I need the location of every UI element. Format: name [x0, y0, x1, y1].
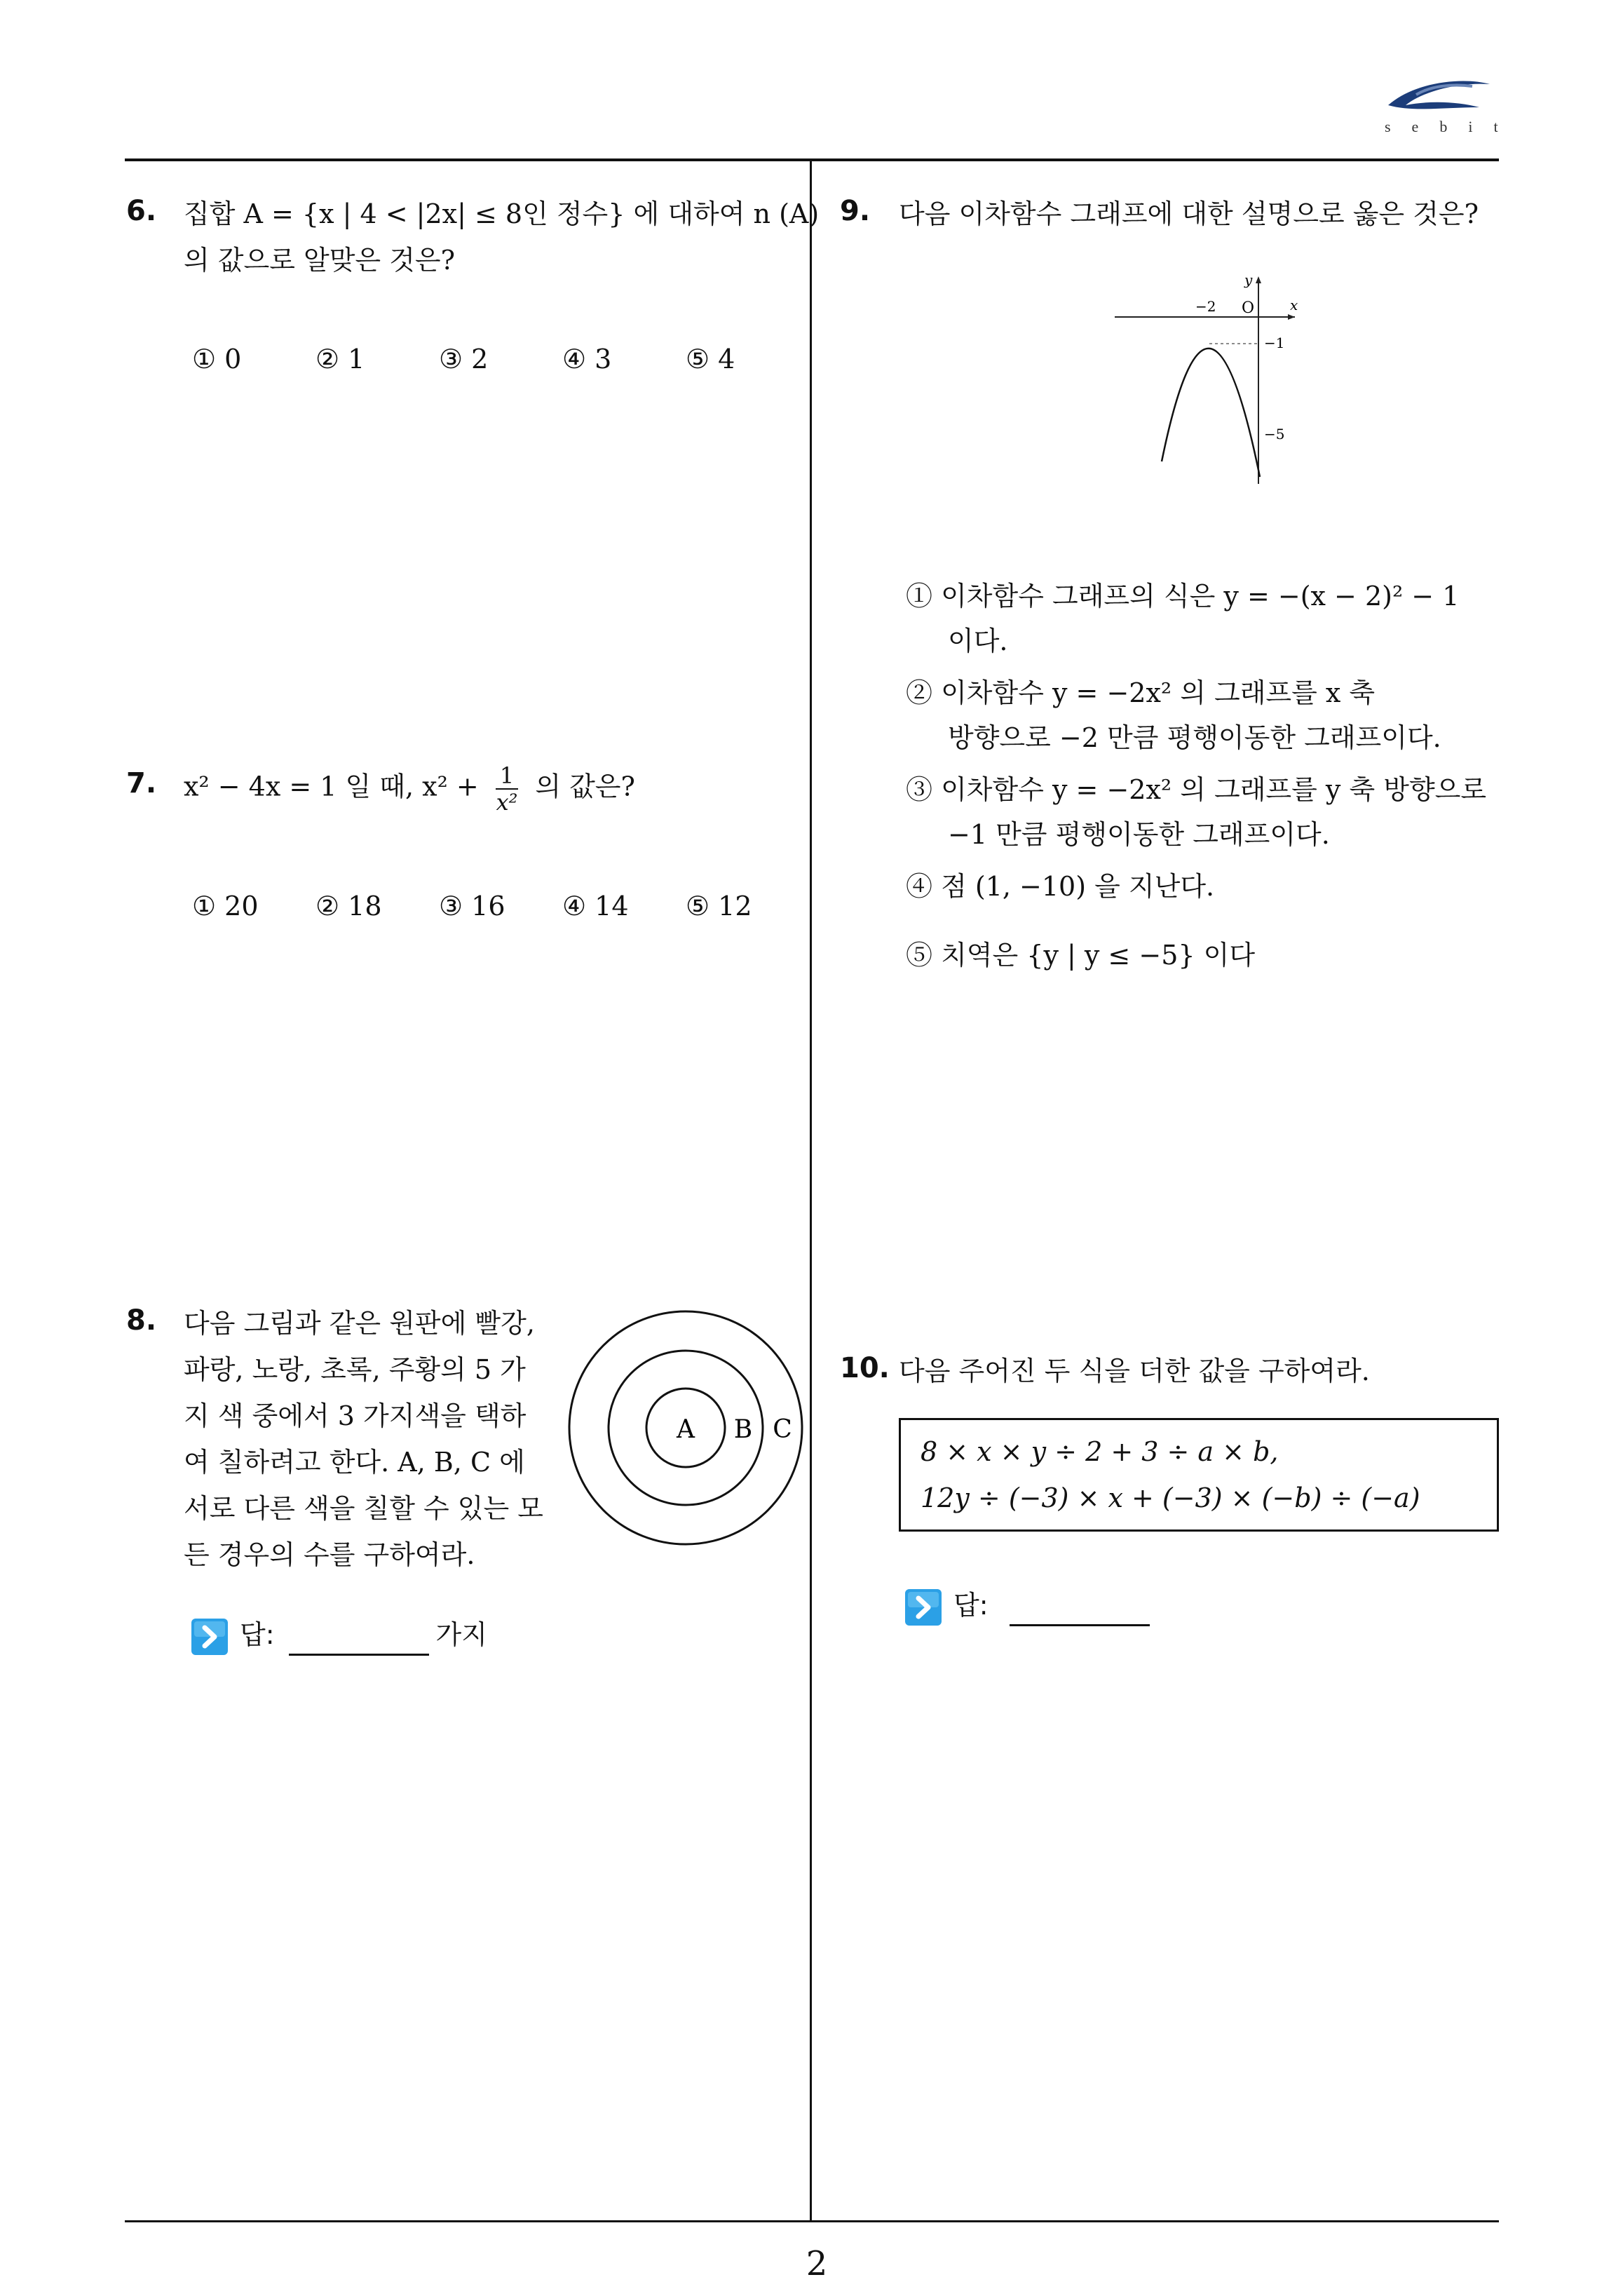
q8-answer-unit: 가지 [435, 1619, 487, 1650]
q9-axis-x-label: x [1290, 297, 1298, 313]
q8-answer-blank[interactable] [289, 1623, 429, 1656]
q7-frac-num: 1 [496, 763, 518, 790]
q10-expression-1: 8 × x × y ÷ 2 + 3 ÷ a × b, [921, 1436, 1279, 1467]
q10-answer-label: 답: [953, 1590, 989, 1621]
q9-x-mark: −2 [1195, 298, 1216, 315]
footer-rule [125, 2220, 1499, 2222]
q8-region-b: B [733, 1415, 753, 1444]
q6-choice-3[interactable]: ③ 2 [439, 344, 489, 374]
q9-number: 9. [840, 195, 871, 227]
q8-region-c: C [773, 1415, 792, 1444]
q7-choice-1[interactable]: ① 20 [192, 891, 259, 921]
q8-disk-figure [565, 1307, 810, 1553]
q7-stem [184, 763, 635, 815]
q9-axis-y-label: y [1244, 274, 1253, 288]
q9-option-2-line1[interactable]: ② 이차함수 y = −2x² 의 그래프를 x 축 [906, 677, 1376, 708]
q6-choice-4[interactable]: ④ 3 [562, 344, 612, 374]
q8-stem-line6: 든 경우의 수를 구하여라. [184, 1539, 475, 1570]
q7-stem-a: x² − 4x = 1 일 때, x² + [184, 771, 479, 802]
q8-stem-line5: 서로 다른 색을 칠할 수 있는 모 [184, 1493, 543, 1524]
q9-origin-label: O [1242, 299, 1255, 317]
q6-stem-line1: 집합 A = {x | 4 < |2x| ≤ 8인 정수} 에 대하여 n (A) [184, 198, 820, 229]
q10-stem: 다음 주어진 두 식을 더한 값을 구하여라. [899, 1356, 1370, 1386]
q9-option-3-line2: −1 만큼 평행이동한 그래프이다. [948, 819, 1330, 850]
q7-choices [192, 891, 809, 921]
q7-frac-den: x² [496, 789, 518, 816]
logo-text: sebit [1385, 118, 1519, 135]
q7-choice-2[interactable]: ② 18 [315, 891, 382, 921]
q6-stem-line2: 의 값으로 알맞은 것은? [184, 245, 455, 276]
q10-expression-box [899, 1418, 1499, 1532]
q10-expression-2: 12y ÷ (−3) × x + (−3) × (−b) ÷ (−a) [921, 1483, 1420, 1513]
q7-number: 7. [126, 767, 157, 799]
column-divider [810, 160, 812, 2222]
q9-stem: 다음 이차함수 그래프에 대한 설명으로 옳은 것은? [899, 198, 1479, 229]
q8-answer [191, 1613, 487, 1656]
q9-y-mark2: −5 [1264, 426, 1285, 443]
q8-stem-line2: 파랑, 노랑, 초록, 주황의 5 가 [184, 1354, 526, 1385]
q9-option-2-line2: 방향으로 −2 만큼 평행이동한 그래프이다. [948, 722, 1441, 753]
q10-answer [904, 1583, 1157, 1626]
q6-choice-1[interactable]: ① 0 [192, 344, 242, 374]
q8-answer-label: 답: [240, 1619, 275, 1650]
q10-number: 10. [840, 1352, 890, 1384]
chevron-right-icon [904, 1588, 942, 1626]
q8-stem-line1: 다음 그림과 같은 원판에 빨강, [184, 1308, 535, 1339]
q10-answer-blank[interactable] [1010, 1593, 1150, 1626]
page-number: 2 [806, 2244, 828, 2283]
q6-choice-2[interactable]: ② 1 [315, 344, 365, 374]
q9-option-4[interactable]: ④ 점 (1, −10) 을 지난다. [906, 871, 1215, 902]
q7-choice-5[interactable]: ⑤ 12 [686, 891, 752, 921]
chevron-right-icon [191, 1618, 229, 1656]
q9-parabola-graph [1111, 274, 1308, 491]
q9-y-mark1: −1 [1264, 335, 1285, 351]
q7-stem-b: 의 값은? [535, 771, 635, 802]
q9-option-5[interactable]: ⑤ 치역은 {y | y ≤ −5} 이다 [906, 940, 1256, 971]
q9-parabola-curve [1162, 349, 1260, 477]
q7-fraction [496, 763, 518, 815]
q8-region-a: A [677, 1415, 695, 1444]
q9-option-1-line2: 이다. [948, 626, 1008, 656]
q6-number: 6. [126, 195, 157, 227]
q8-number: 8. [126, 1304, 157, 1337]
q8-stem-line3: 지 색 중에서 3 가지색을 택하 [184, 1400, 527, 1431]
q6-choice-5[interactable]: ⑤ 4 [686, 344, 735, 374]
q9-option-1-line1[interactable]: ① 이차함수 그래프의 식은 y = −(x − 2)² − 1 [906, 581, 1460, 612]
q8-stem-line4: 여 칠하려고 한다. A, B, C 에 [184, 1447, 525, 1478]
header-rule [125, 158, 1499, 161]
q6-choices [192, 344, 809, 374]
q7-choice-4[interactable]: ④ 14 [562, 891, 629, 921]
q7-choice-3[interactable]: ③ 16 [439, 891, 505, 921]
q9-option-3-line1[interactable]: ③ 이차함수 y = −2x² 의 그래프를 y 축 방향으로 [906, 774, 1487, 805]
